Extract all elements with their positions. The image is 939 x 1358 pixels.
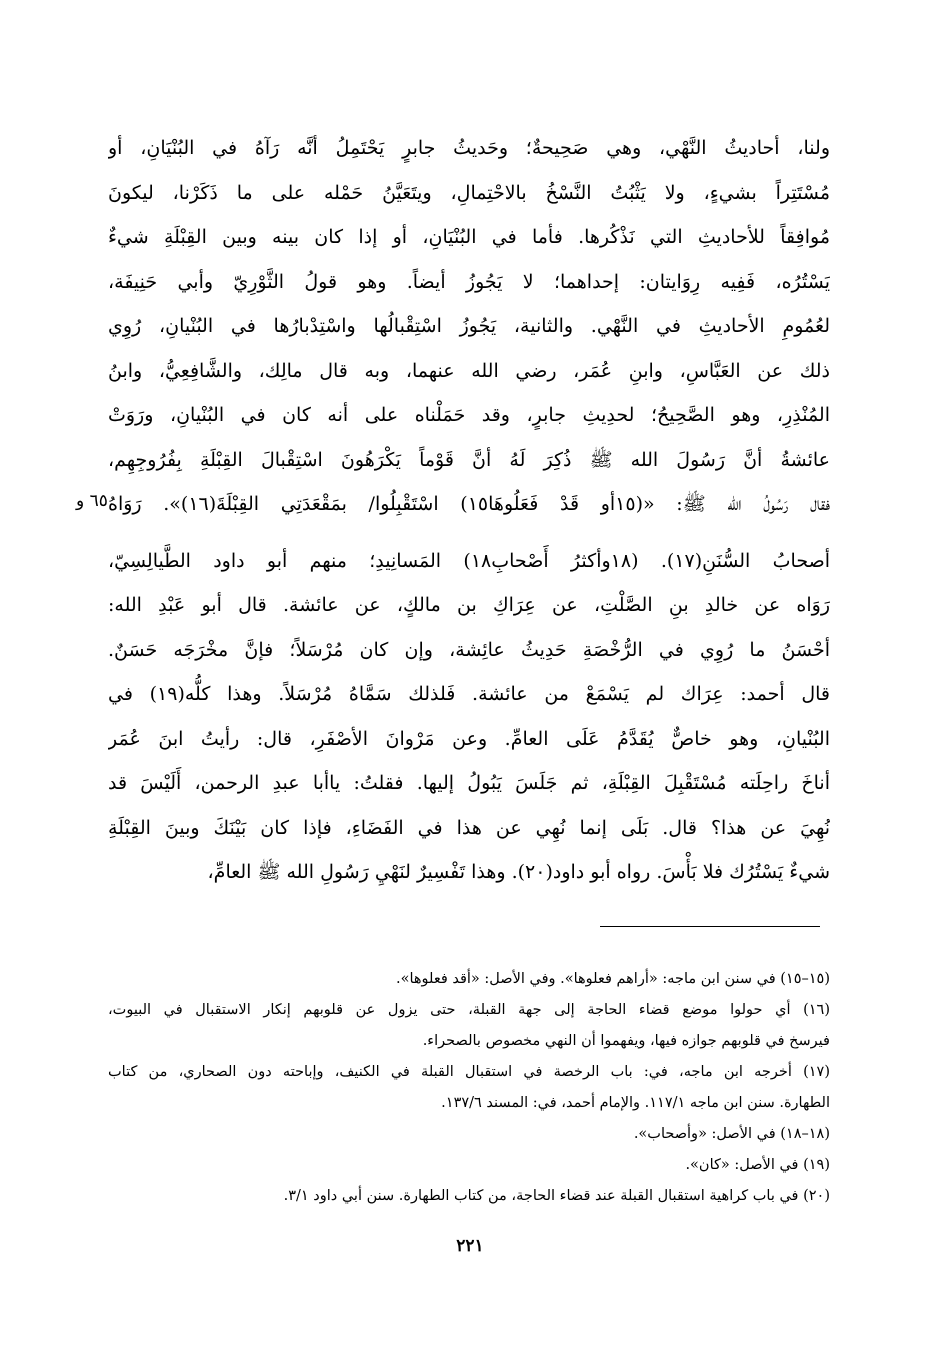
text-line: رَوَاه عن خالدِ بنِ الصَّلْتِ، عن عِرَاكِ بن مالكٍ، عن عائشة. قال أبو عَبْدِ الله: xyxy=(108,594,830,616)
text-line: ولنا، أحاديثُ النَّهْي، وهي صَحِيحةٌ؛ وحَديثُ جابرٍ يَحْتَمِلُ أنَّه رَآهُ في البُنْيَانِ، أو xyxy=(108,137,830,159)
text-line: المُنْذِرِ، وهو الصَّحِيحُ؛ لحدِيثِ جابرٍ، وقد حَمَلْناه على أنه كان في البُنْيانِ، ورَوَتْ xyxy=(108,404,830,426)
footnote: (١٧) أخرجه ابن ماجه، في: باب الرخصة في استقبال القبلة في الكنيف، وإباحته دون الصحاري، من كتاب xyxy=(108,1064,830,1080)
manuscript-folio-ref: ٦٥ و xyxy=(76,491,108,511)
text-line: عائشةُ أنَّ رَسُولَ الله ﷺ ذُكِرَ لَهُ أنَّ قَوْماً يَكْرَهُونَ اسْتِقْبالَ القِبْلَةِ بِفُرُوجِهِم، xyxy=(108,448,830,471)
text-line: ذلك عن العَبَّاسِ، وابنِ عُمَر، رضي الله عنهما، وبه قال مالِك، والشَّافِعِيُّ، وابنُ xyxy=(108,359,830,382)
text-line: فقال رَسُولُ الله ﷺ: «(١٥أو قَدْ فَعَلُوهَا١٥) اسْتَقْبِلُوا/ بمَقْعَدَتِي القِبْلَةَ(١٦)». رَوَاهُ xyxy=(108,493,830,515)
footnote: (٢٠) في باب كراهية استقبال القبلة عند قضاء الحاجة، من كتاب الطهارة. سنن أبي داود ٣/١. xyxy=(283,1188,830,1204)
text-line: أحْسَنُ ما رُوِي في الرُّخْصَةِ حَدِيثُ عائِشة، وإن كان مُرْسَلاً؛ فإنَّ مخْرَجَه حَسَنٌ. xyxy=(108,638,830,661)
footnote: (١٨–١٨) في الأصل: «وأصحاب». xyxy=(633,1126,830,1142)
footnote: (١٦) أي حولوا موضع قضاء الحاجة إلى جهة القبلة، حتى يزول عن قلوبهم إنكار الاستقبال في البيوت، xyxy=(108,1002,830,1018)
paragraph-gap xyxy=(108,527,830,539)
text-line: نُهِيَ عن هذا؟ قال. بَلَى إنما نُهِي عن هذا في الفَضَاءِ، فإذا كان بَيْنَكَ وبينَ القِبْلَةِ xyxy=(108,816,830,839)
footnote-separator xyxy=(600,926,820,927)
text-line: قال أحمد: عِرَاك لم يَسْمَعْ من عائشة. فَلذلك سَمَّاهُ مُرْسَلاً. وهذا كلُّه(١٩) في xyxy=(108,683,830,705)
footnote: (١٥–١٥) في سنن ابن ماجه: «أراهم فعلوها». وفي الأصل: «أقد فعلوها». xyxy=(395,971,830,987)
text-line: البُنْيانِ، وهو خاصٌّ يُقَدَّمُ عَلَى العامِّ. وعن مَرْوانَ الأصْفَرِ، قال: رأيتُ ابنَ عُمَر xyxy=(108,727,830,750)
footnote: (١٩) في الأصل: «كان». xyxy=(685,1157,830,1173)
text-line: مُوافِقاً للأحاديثِ التي نَذْكُرها. فأما في البُنْيَانِ، أو إذا كان بينه وبين القِبْلَةِ شيءٌ xyxy=(108,226,830,248)
text-line: يَسْتُرُه، فَفِيه رِوَايتان: إحداهما؛ لا يَجُوزُ أيضاً. وهو قولُ الثَّوْرِيّ وأبي حَنِيفَة، xyxy=(108,270,830,293)
footnote: الطهارة. سنن ابن ماجه ١١٧/١. والإمام أحمد، في: المسند ١٣٧/٦. xyxy=(441,1095,830,1111)
main-text xyxy=(108,126,830,895)
text-line: أصحابُ السُّنَنِ(١٧). (١٨وأكثرُ أَصْحابِ١٨) المَسانِيدِ؛ منهم أبو داود الطَّيالِسِيّ، xyxy=(108,549,830,572)
footnote: فيرسخ في قلوبهم جوازه فيها، ويفهموا أن النهي مخصوص بالصحراء. xyxy=(422,1033,830,1049)
text-line: مُسْتَتِراً بشيءٍ، ولا يَثْبُتُ النَّسْخُ بالاحْتِمالِ، ويتَعَيَّنُ حَمْله على ما ذَكَرْنا، ليكونَ xyxy=(108,181,830,204)
text-line: شيءٌ يَسْتُرُك فلا بَأْسَ. رواه أبو داود(٢٠). وهذا تَفْسِيرٌ لنَهْيِ رَسُولِ الله ﷺ العامِّ، xyxy=(207,861,830,883)
text-line: لعُمُومِ الأحاديثِ في النَّهْي. والثانية، يَجُوزُ اسْتِقْبالُها واسْتِدْبارُها في البُنْيانِ، رُوِي xyxy=(108,315,830,337)
footnotes xyxy=(108,964,830,1212)
text-line: أناخَ راحِلَته مُسْتَقْبِلَ القِبْلَةِ، ثم جَلَسَ يَبُولُ إليها. فقلتُ: ياأبا عبدِ الرحمن، أَلَيْسَ قد xyxy=(108,772,830,794)
page-number: ٢٢١ xyxy=(456,1236,484,1256)
